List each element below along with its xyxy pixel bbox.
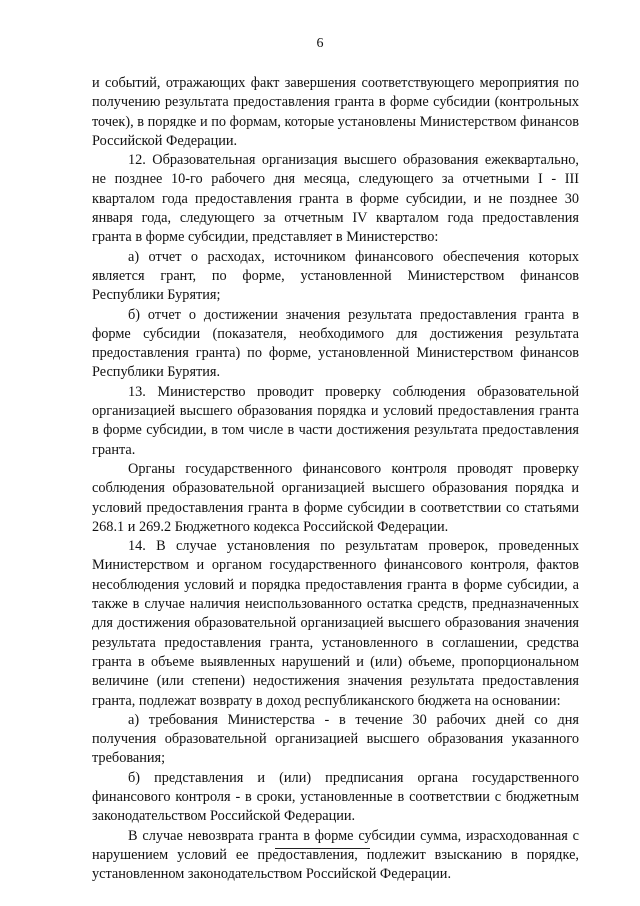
paragraph-14-b: б) представления и (или) предписания органа государственного финансового контроля - в сроки, установленные в соответствии с бюджетным законодательством Российской Федерации. — [92, 769, 579, 825]
page-number: 6 — [316, 36, 324, 51]
paragraph-12: 12. Образовательная организация высшего образования ежеквартально, не позднее 10-го рабочего дня месяца, следующего за отчетными I - III кварталом года предоставления гранта в форме субсидии, и не позднее 30 января года, следующего за отчетным IV кварталом года предоставления гранта в форме субсидии, представляет в Министерство: — [92, 152, 579, 246]
paragraph-13-control: Органы государственного финансового контроля проводят проверку соблюдения образовательной организацией высшего образования порядка и условий предоставления гранта в форме субсидии в соответствии со статьями 268.1 и 269.2 Бюджетного кодекса Российской Федерации. — [92, 460, 579, 535]
document-body — [92, 74, 579, 884]
paragraph-12-b: б) отчет о достижении значения результата предоставления гранта в форме субсидии (показателя, необходимого для достижения результата предоставления гранта) по форме, установленной Министерством финансов Республики Бурятия. — [92, 306, 579, 381]
paragraph-14-nonreturn: В случае невозврата гранта в форме субсидии сумма, израсходованная с нарушением условий ее предоставления, подлежит взысканию в порядке, установленном законодательством Российской Федерации. — [92, 827, 579, 883]
paragraph-14-a: а) требования Министерства - в течение 30 рабочих дней со дня получения образовательной организацией высшего образования указанного требования; — [92, 711, 579, 767]
paragraph-14: 14. В случае установления по результатам проверок, проведенных Министерством и органом государственного финансового контроля, фактов несоблюдения условий и порядка предоставления гранта в форме субсидии, а также в случае наличия неиспользованного остатка средств, предназначенных для достижения образовательной организацией высшего образования значения результата предоставления гранта, установленного в соглашении, средства гранта в объеме выявленных нарушений и (или) объеме, пропорциональном величине (или степени) недостижения значения результата предоставления гранта, подлежат возврату в доход республиканского бюджета на основании: — [92, 538, 579, 709]
paragraph-continuation: и событий, отражающих факт завершения соответствующего мероприятия по получению результата предоставления гранта в форме субсидии (контрольных точек), в порядке и по формам, которые установлены Министерством финансов Российской Федерации. — [92, 75, 579, 149]
end-separator-line — [275, 848, 370, 849]
paragraph-13: 13. Министерство проводит проверку соблюдения образовательной организацией высшего образования порядка и условий предоставления гранта в форме субсидии, в том числе в части достижения результата предоставления гранта. — [92, 383, 579, 458]
paragraph-12-a: а) отчет о расходах, источником финансового обеспечения которых является грант, по форме, установленной Министерством финансов Республики Бурятия; — [92, 248, 579, 304]
